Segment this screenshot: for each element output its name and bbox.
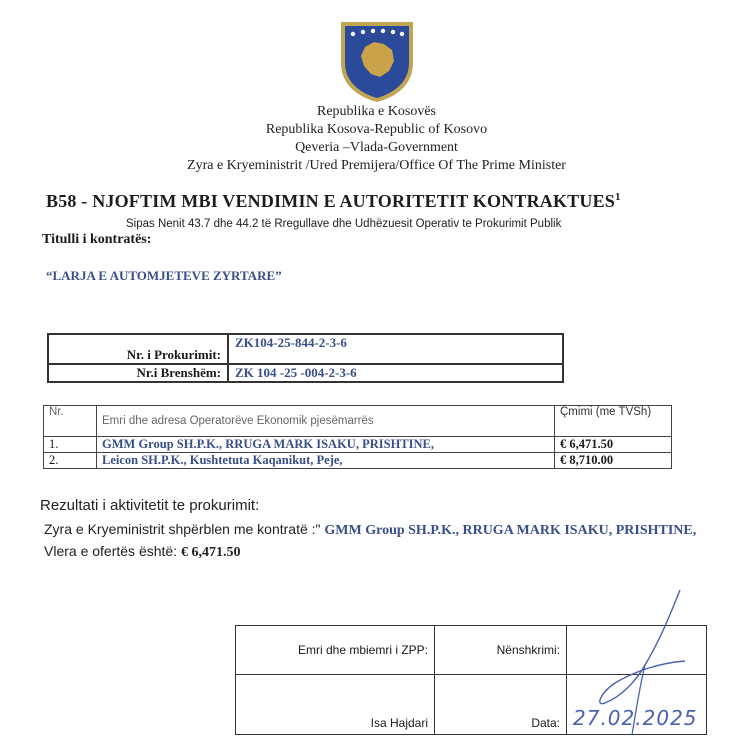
header-republic-albanian: Republika e Kosovës — [317, 104, 436, 119]
table-row — [44, 437, 672, 453]
column-header-operator: Emri dhe adresa Operatorëve Ekonomik pjesëmarrës — [97, 406, 555, 437]
contract-title-label: Titulli i kontratës: — [42, 232, 152, 247]
procurement-number-table — [47, 333, 564, 383]
responsible-name-value: Isa Hajdari — [236, 675, 435, 735]
results-winner: GMM Group SH.P.K., RRUGA MARK ISAKU, PRISHTINE, — [324, 523, 697, 538]
results-text-value: Vlera e ofertës është: — [44, 543, 178, 559]
operator-name: Leicon SH.P.K., Kushtetuta Kaqanikut, Peje, — [97, 453, 555, 469]
kosovo-coat-of-arms-icon — [338, 19, 416, 103]
procurement-number-label: Nr. i Prokurimit: — [48, 334, 228, 364]
notice-subtitle: Sipas Nenit 43.7 dhe 44.2 të Rregullave dhe Udhëzuesit Operativ te Prokurimit Publik — [126, 218, 562, 230]
notice-title — [46, 191, 621, 212]
results-statement — [44, 519, 724, 563]
row-number: 1. — [44, 437, 97, 453]
date-value: 27.02.2025 — [573, 706, 698, 730]
signature-label: Nënshkrimi: — [435, 626, 567, 675]
internal-number-value: ZK 104 -25 -004-2-3-6 — [228, 364, 563, 382]
operators-table — [43, 405, 672, 469]
row-number: 2. — [44, 453, 97, 469]
contract-title-value: “LARJA E AUTOMJETEVE ZYRTARE” — [46, 268, 282, 283]
results-text-intro: Zyra e Kryeministrit shpërblen me kontratë :" — [44, 521, 321, 537]
results-label: Rezultati i aktivitetit te prokurimit: — [40, 497, 260, 514]
header-office: Zyra e Kryeministrit /Ured Premijera/Office Of The Prime Minister — [187, 158, 566, 173]
operator-price: € 8,710.00 — [555, 453, 672, 469]
operator-name: GMM Group SH.P.K., RRUGA MARK ISAKU, PRISHTINE, — [97, 437, 555, 453]
internal-number-label: Nr.i Brenshëm: — [48, 364, 228, 382]
column-header-nr: Nr. — [44, 406, 97, 437]
operator-price: € 6,471.50 — [555, 437, 672, 453]
header-republic-multi: Republika Kosova-Republic of Kosovo — [265, 122, 488, 137]
header-government: Qeveria –Vlada-Government — [295, 140, 458, 155]
table-row — [44, 453, 672, 469]
column-header-price: Çmimi (me TVSh) — [555, 406, 672, 437]
responsible-name-label: Emri dhe mbiemri i ZPP: — [236, 626, 435, 675]
date-label: Data: — [435, 675, 567, 735]
procurement-number-value: ZK104-25-844-2-3-6 — [228, 334, 563, 364]
title-footnote-marker: 1 — [615, 191, 621, 203]
results-amount: € 6,471.50 — [180, 545, 241, 560]
handwritten-signature-icon — [560, 585, 720, 745]
notice-title-text: B58 - NJOFTIM MBI VENDIMIN E AUTORITETIT KONTRAKTUES — [46, 191, 615, 211]
